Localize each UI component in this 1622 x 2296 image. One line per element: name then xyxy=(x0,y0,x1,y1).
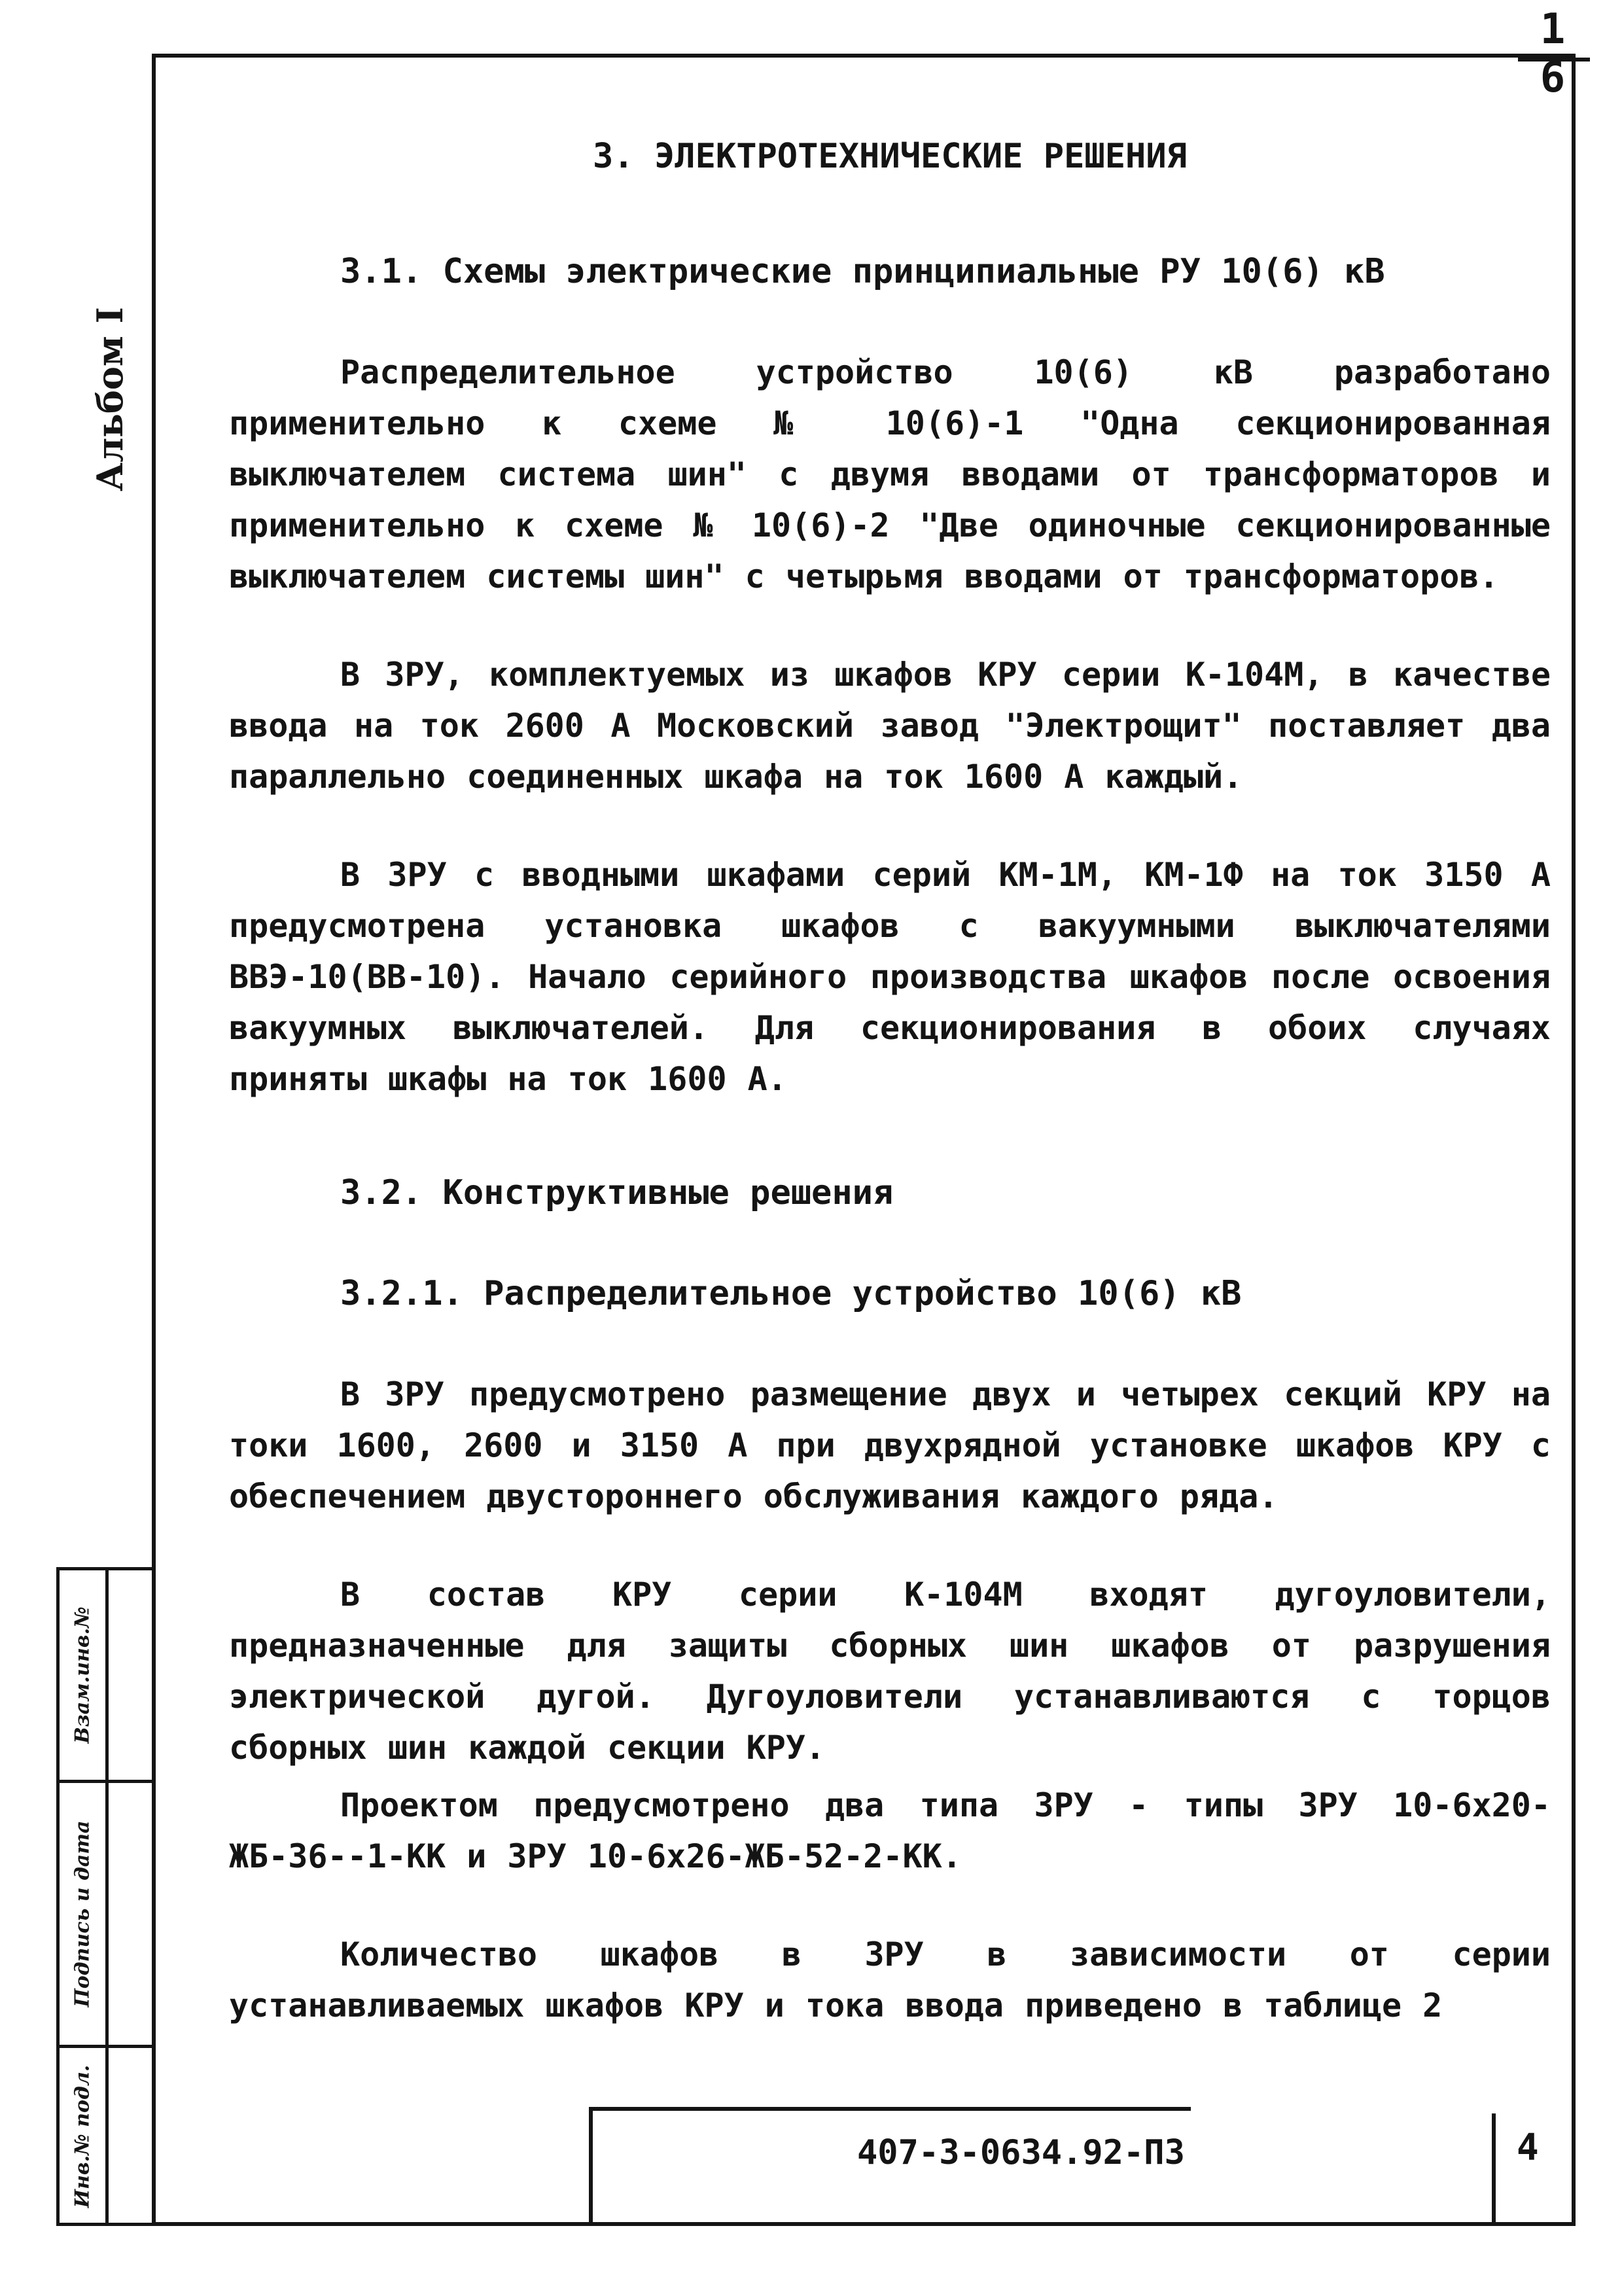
stamp-cell-signature-date xyxy=(60,1783,105,2045)
document-body xyxy=(229,131,1551,2078)
stamp-label-replacement-inv: Взам.инв.№ xyxy=(71,1606,94,1744)
page-number: 1 6 xyxy=(1518,5,1590,62)
stamp-cell-replacement-inv xyxy=(60,1570,105,1780)
paragraph-zru-types: Проектом предусмотрено два типа ЗРУ - типы ЗРУ 10-6х20-ЖБ-36--1-КК и ЗРУ 10-6х26-ЖБ-52-2-КК. xyxy=(229,1786,1551,1875)
paragraph-arc-catchers: В состав КРУ серии К-104М входят дугоуловители, предназначенные для защиты сборных шин шкафов от разрушения электрической дугой. Дугоуловители устанавливаются с торцов сборных шин каждой секции КРУ. xyxy=(229,1576,1551,1767)
album-label xyxy=(77,308,143,491)
paragraph-vacuum-breakers: В ЗРУ с вводными шкафами серий КМ-1М, КМ-1Ф на ток 3150 А предусмотрена установка шкафов с вакуумными выключателями ВВЭ-10(ВВ-10). Начало серийного производства шкафов после освоения вакуумных выключателей. Для секционирования в обоих случаях приняты шкафы на ток 1600 А. xyxy=(229,856,1551,1098)
approval-stamp xyxy=(56,1567,152,2226)
paragraph-switchgear-schemes: Распределительное устройство 10(6) кВ разработано применительно к схеме № 10(6)-1 "Одна секционированная выключателем система шин" с двумя вводами от трансформаторов и применительно к схеме № 10(6)-2 "Две одиночные секционированные выключателем системы шин" с четырьмя вводами от трансформаторов. xyxy=(229,353,1551,595)
section-heading: 3. ЭЛЕКТРОТЕХНИЧЕСКИЕ РЕШЕНИЯ xyxy=(593,137,1187,176)
stamp-label-original-inv: Инв.№ подл. xyxy=(71,2064,94,2208)
sheet-number: 4 xyxy=(1517,2127,1539,2169)
document-code: 407-3-0634.92-ПЗ xyxy=(857,2133,1185,2172)
stamp-label-signature-date: Подпись и дата xyxy=(71,1820,94,2007)
paragraph-sections-layout: В ЗРУ предусмотрено размещение двух и четырех секций КРУ на токи 1600, 2600 и 3150 А при двухрядной установке шкафов КРУ с обеспечением двустороннего обслуживания каждого ряда. xyxy=(229,1375,1551,1515)
subsection-heading-3-1: 3.1. Схемы электрические принципиальные РУ 10(6) кВ xyxy=(340,252,1385,291)
paragraph-cabinet-count: Количество шкафов в ЗРУ в зависимости от серии устанавливаемых шкафов КРУ и тока ввода приведено в таблице 2 xyxy=(229,1935,1551,2024)
stamp-vertical-line xyxy=(105,1570,109,2223)
subsection-heading-3-2: 3.2. Конструктивные решения xyxy=(340,1173,894,1212)
subsection-heading-3-2-1: 3.2.1. Распределительное устройство 10(6) кВ xyxy=(340,1274,1242,1313)
paragraph-input-2600: В ЗРУ, комплектуемых из шкафов КРУ серии К-104М, в качестве ввода на ток 2600 А Московский завод "Электрощит" поставляет два параллельно соединенных шкафа на ток 1600 А каждый. xyxy=(229,656,1551,796)
stamp-cell-original-inv xyxy=(60,2048,105,2225)
album-label-text: Альбом I xyxy=(89,307,131,491)
